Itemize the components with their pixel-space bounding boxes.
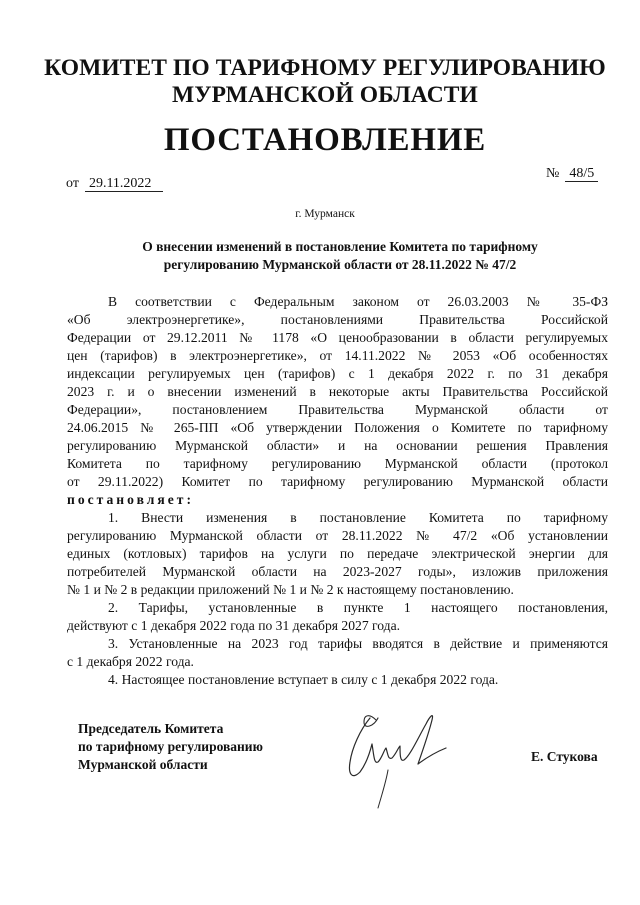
item3-line: с 1 декабря 2022 года. [67,654,194,669]
preamble-line: В соответствии с Федеральным законом от 26.03.2003 № 35-ФЗ [108,294,608,309]
signer-title-line1: Председатель Комитета [78,721,224,736]
signer-title-line2: по тарифному регулированию [78,739,263,754]
item2-line: действуют с 1 декабря 2022 года по 31 декабря 2027 года. [67,618,400,633]
document-date [66,176,163,192]
preamble-line: от 29.11.2022) Комитет по тарифному регулированию Мурманской области [67,474,608,489]
handwritten-signature [330,700,450,820]
preamble-line: Комитета по тарифному регулированию Мурманской области (протокол [67,456,608,471]
preamble-line: цен (тарифов) в электроэнергетике», от 14.11.2022 № 2053 «Об особенностях [67,348,608,363]
preamble-line: 24.06.2015 № 265-ПП «Об утверждении Положения о Комитете по тарифному [67,420,608,435]
preamble-line: индексации регулируемых цен (тарифов) с 1 декабря 2022 г. по 31 декабря [67,366,608,381]
number-value: 48/5 [565,166,598,182]
city-name: г. Мурманск [295,208,355,220]
preamble-line: 2023 г. и о внесении изменений в некоторые акты Правительства Российской [67,384,608,399]
signer-name: Е. Стукова [531,749,598,764]
item3-line: 3. Установленные на 2023 год тарифы вводятся в действие и применяются [108,636,608,651]
date-value: 29.11.2022 [85,176,163,192]
preamble-line: Федерации от 29.12.2011 № 1178 «О ценообразовании в области регулируемых [67,330,608,345]
committee-name-line2: МУРМАНСКОЙ ОБЛАСТИ [172,82,478,108]
number-prefix: № [546,166,560,181]
item1-line: № 1 и № 2 в редакции приложений № 1 и № 2 к настоящему постановлению. [67,582,514,597]
item1-line: 1. Внести изменения в постановление Комитета по тарифному [108,510,608,525]
item1-line: единых (котловых) тарифов на услуги по передаче электрической энергии для [67,546,608,561]
preamble-line: регулированию Мурманской области» и на основании решения Правления [67,438,608,453]
date-prefix: от [66,176,79,191]
document-number [546,166,598,182]
item2-line: 2. Тарифы, установленные в пункте 1 настоящего постановления, [108,600,608,615]
item1-line: регулированию Мурманской области от 28.11.2022 № 47/2 «Об установлении [67,528,608,543]
item1-line: потребителей Мурманской области на 2023-2027 годы», изложив приложения [67,564,608,579]
committee-name-line1: КОМИТЕТ ПО ТАРИФНОМУ РЕГУЛИРОВАНИЮ [44,55,606,81]
subject-line2: регулированию Мурманской области от 28.11.2022 № 47/2 [163,257,517,272]
document-type-title: ПОСТАНОВЛЕНИЕ [163,122,487,158]
signer-title-line3: Мурманской области [78,757,208,772]
item4-line: 4. Настоящее постановление вступает в силу с 1 декабря 2022 года. [108,672,499,687]
preamble-line: Федерации», постановлением Правительства Мурманской области от [67,402,608,417]
resolves-word: постановляет: [67,492,194,507]
preamble-line: «Об электроэнергетике», постановлениями Правительства Российской [67,312,608,327]
subject-line1: О внесении изменений в постановление Комитета по тарифному [142,239,538,254]
